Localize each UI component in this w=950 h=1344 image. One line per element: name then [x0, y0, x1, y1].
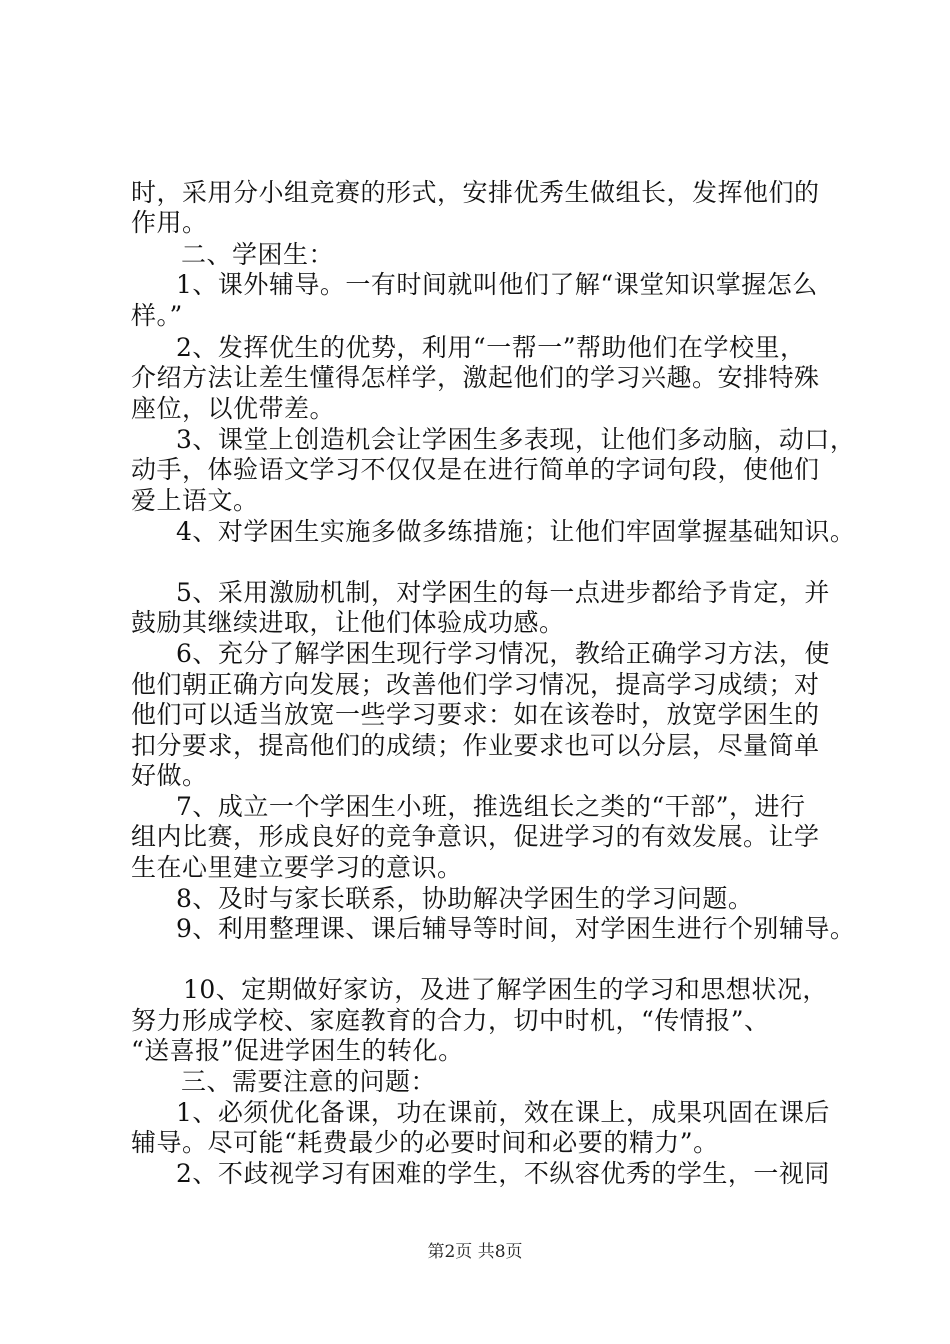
text-line: 7、成立一个学困生小班，推选组长之类的“干部”，进行: [176, 792, 806, 821]
text-line: 1、必须优化备课，功在课前，效在课上，成果巩固在课后: [176, 1098, 830, 1127]
text-line: 好做。: [131, 761, 208, 790]
text-line: 9、利用整理课、课后辅导等时间，对学困生进行个别辅导。: [176, 914, 856, 943]
text-line: 他们可以适当放宽一些学习要求：如在该卷时，放宽学困生的: [131, 700, 820, 729]
text-line: 生在心里建立要学习的意识。: [131, 853, 463, 882]
section-heading: 三、需要注意的问题：: [181, 1067, 437, 1096]
text-line: 3、课堂上创造机会让学困生多表现，让他们多动脑，动口，: [176, 425, 856, 454]
text-line: 动手，体验语文学习不仅仅是在进行简单的字词句段，使他们: [131, 455, 820, 484]
text-line: “送喜报”促进学困生的转化。: [131, 1036, 464, 1065]
text-line: 辅导。尽可能“耗费最少的必要时间和必要的精力”。: [131, 1128, 719, 1157]
text-line: 时，采用分小组竞赛的形式，安排优秀生做组长，发挥他们的: [131, 178, 820, 207]
text-line: 5、采用激励机制，对学困生的每一点进步都给予肯定，并: [176, 578, 830, 607]
text-line: 扣分要求，提高他们的成绩；作业要求也可以分层，尽量简单: [131, 731, 820, 760]
text-line: 2、不歧视学习有困难的学生，不纵容优秀的学生，一视同: [176, 1159, 830, 1188]
text-line: 努力形成学校、家庭教育的合力，切中时机，“传情报”、: [131, 1006, 770, 1035]
text-line: 样。”: [131, 301, 183, 330]
text-line: 组内比赛，形成良好的竞争意识，促进学习的有效发展。让学: [131, 822, 820, 851]
text-line: 鼓励其继续进取，让他们体验成功感。: [131, 608, 565, 637]
section-heading: 二、学困生：: [181, 240, 335, 269]
text-line: 2、发挥优生的优势，利用“一帮一”帮助他们在学校里，: [176, 333, 806, 362]
text-line: 座位，以优带差。: [131, 394, 336, 423]
text-line: 6、充分了解学困生现行学习情况，教给正确学习方法，使: [176, 639, 830, 668]
text-line: 介绍方法让差生懂得怎样学，激起他们的学习兴趣。安排特殊: [131, 363, 820, 392]
text-line: 10、定期做好家访，及进了解学困生的学习和思想状况，: [183, 975, 828, 1004]
text-line: 4、对学困生实施多做多练措施；让他们牢固掌握基础知识。: [176, 517, 856, 546]
page-number-footer: 第2页 共8页: [427, 1242, 523, 1262]
text-line: 1、课外辅导。一有时间就叫他们了解“课堂知识掌握怎么: [176, 270, 818, 299]
text-line: 8、及时与家长联系，协助解决学困生的学习问题。: [176, 884, 754, 913]
text-line: 作用。: [131, 208, 208, 237]
text-line: 爱上语文。: [131, 486, 259, 515]
text-line: 他们朝正确方向发展；改善他们学习情况，提高学习成绩；对: [131, 670, 820, 699]
